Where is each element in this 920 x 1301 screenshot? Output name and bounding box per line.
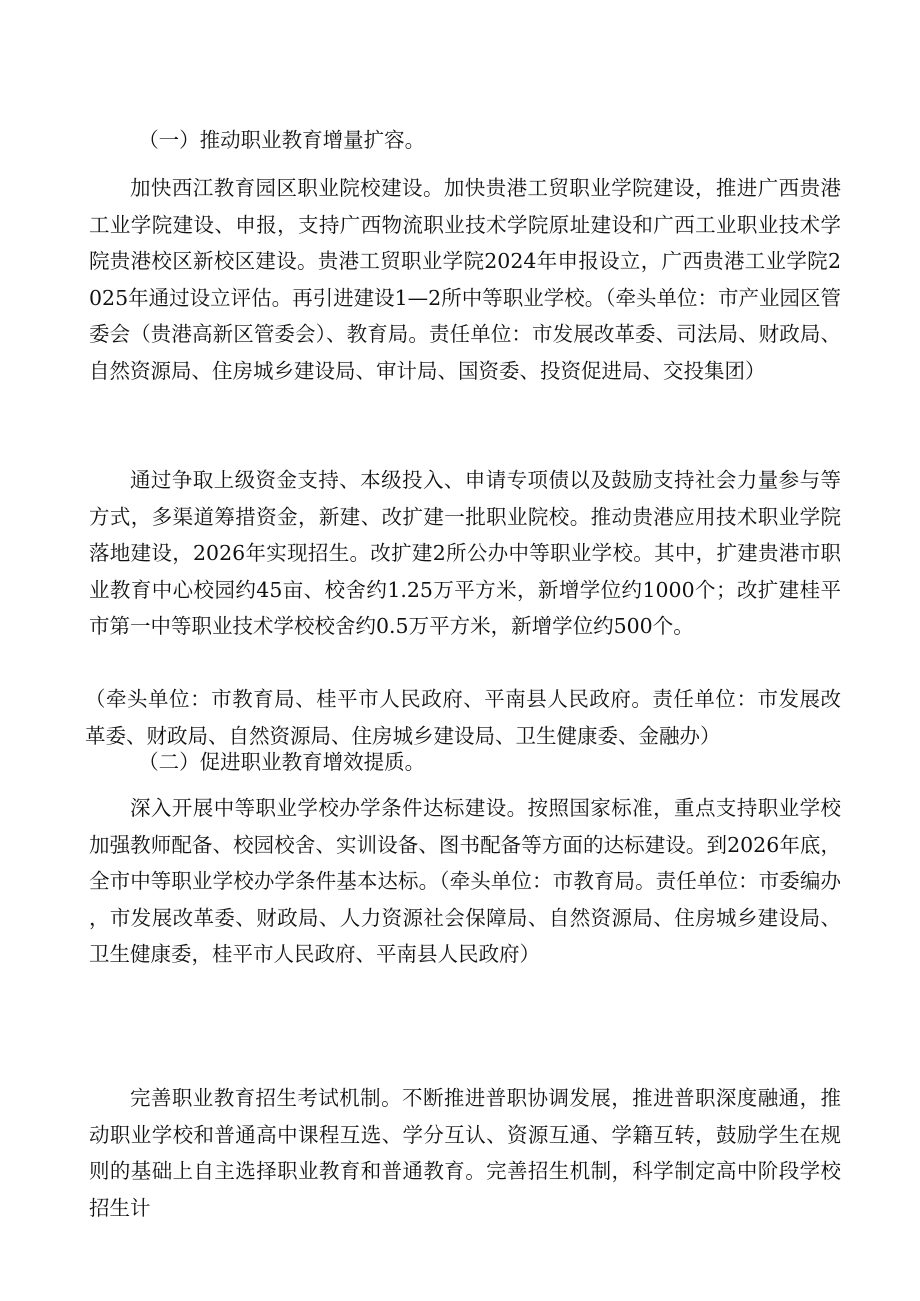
responsibility-note: （牵头单位：市教育局、桂平市人民政府、平南县人民政府。责任单位：市发展改革委、财政局、自然资源局、住房城乡建设局、卫生健康委、金融办） [85, 687, 841, 748]
body-paragraph-2: 通过争取上级资金支持、本级投入、申请专项债以及鼓励支持社会力量参与等方式，多渠道筹措资金，新建、改扩建一批职业院校。推动贵港应用技术职业学院落地建设，2026年实现招生。改扩建2所公办中等职业学校。其中，扩建贵港市职业教育中心校园约45亩、校舍约1.25万平方米，新增学位约1000个；改扩建桂平市第一中等职业技术学校校舍约0.5万平方米，新增学位约500个。 [89, 468, 841, 639]
body-paragraph-1: 加快西江教育园区职业院校建设。加快贵港工贸职业学院建设，推进广西贵港工业学院建设、申报，支持广西物流职业技术学院原址建设和广西工业职业技术学院贵港校区新校区建设。贵港工贸职业学院2024年申报设立，广西贵港工业学院2025年通过设立评估。再引进建设1—2所中等职业学校。（牵头单位：市产业园区管委会（贵港高新区管委会）、教育局。责任单位：市发展改革委、司法局、财政局、自然资源局、住房城乡建设局、审计局、国资委、投资促进局、交投集团） [89, 176, 841, 383]
section-heading-2: （二）促进职业教育增效提质。 [138, 750, 426, 774]
body-paragraph-4: 完善职业教育招生考试机制。不断推进普职协调发展，推进普职深度融通，推动职业学校和普通高中课程互选、学分互认、资源互通、学籍互转，鼓励学生在规则的基础上自主选择职业教育和普通教育。完善招生机制，科学制定高中阶段学校招生计 [89, 1086, 841, 1220]
body-paragraph-3: 深入开展中等职业学校办学条件达标建设。按照国家标准，重点支持职业学校加强教师配备、校园校舍、实训设备、图书配备等方面的达标建设。到2026年底，全市中等职业学校办学条件基本达标。（牵头单位：市教育局。责任单位：市委编办，市发展改革委、财政局、人力资源社会保障局、自然资源局、住房城乡建设局、卫生健康委，桂平市人民政府、平南县人民政府） [89, 796, 841, 967]
section-heading-1: （一）推动职业教育增量扩容。 [138, 128, 426, 152]
